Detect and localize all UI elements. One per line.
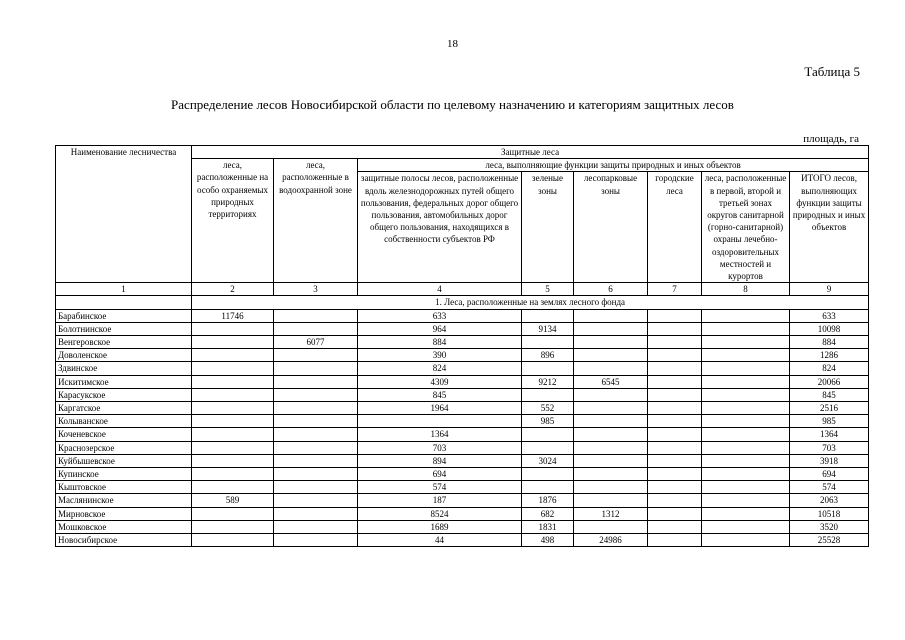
value-cell-c2: 11746	[192, 309, 274, 322]
forestry-name-cell: Колыванское	[56, 415, 192, 428]
value-cell-c7	[648, 388, 702, 401]
value-cell-c5	[522, 362, 574, 375]
value-cell-c6	[574, 336, 648, 349]
value-cell-c6	[574, 362, 648, 375]
value-cell-c7	[648, 362, 702, 375]
column-number: 4	[358, 283, 522, 296]
value-cell-c3	[274, 322, 358, 335]
value-cell-c6	[574, 481, 648, 494]
value-cell-c2	[192, 454, 274, 467]
forest-distribution-table	[55, 145, 869, 547]
value-cell-c3	[274, 481, 358, 494]
value-cell-c6	[574, 441, 648, 454]
value-cell-c7	[648, 507, 702, 520]
value-cell-c4: 1364	[358, 428, 522, 441]
column-number: 6	[574, 283, 648, 296]
value-cell-c7	[648, 481, 702, 494]
value-cell-c4: 703	[358, 441, 522, 454]
table-row	[56, 441, 869, 454]
value-cell-c5: 3024	[522, 454, 574, 467]
value-cell-c9: 25528	[790, 534, 869, 547]
forestry-name-cell: Каргатское	[56, 402, 192, 415]
value-cell-c7	[648, 454, 702, 467]
table-row	[56, 520, 869, 533]
value-cell-c7	[648, 402, 702, 415]
value-cell-c4: 964	[358, 322, 522, 335]
value-cell-c3	[274, 402, 358, 415]
header-col7: городские леса	[648, 172, 702, 283]
forestry-name-cell: Мошковское	[56, 520, 192, 533]
value-cell-c8	[702, 362, 790, 375]
value-cell-c7	[648, 349, 702, 362]
value-cell-c2	[192, 375, 274, 388]
value-cell-c6: 1312	[574, 507, 648, 520]
table-row	[56, 388, 869, 401]
value-cell-c4: 884	[358, 336, 522, 349]
column-number: 8	[702, 283, 790, 296]
value-cell-c9: 20066	[790, 375, 869, 388]
value-cell-c8	[702, 388, 790, 401]
value-cell-c5: 1876	[522, 494, 574, 507]
value-cell-c4: 8524	[358, 507, 522, 520]
value-cell-c5: 552	[522, 402, 574, 415]
value-cell-c2: 589	[192, 494, 274, 507]
value-cell-c4	[358, 415, 522, 428]
column-numbers-row	[56, 283, 869, 296]
table-row	[56, 534, 869, 547]
value-cell-c5	[522, 428, 574, 441]
forestry-name-cell: Искитимское	[56, 375, 192, 388]
value-cell-c4: 694	[358, 468, 522, 481]
value-cell-c7	[648, 441, 702, 454]
value-cell-c6	[574, 428, 648, 441]
table-row	[56, 468, 869, 481]
table-row	[56, 481, 869, 494]
value-cell-c9: 985	[790, 415, 869, 428]
value-cell-c6	[574, 322, 648, 335]
forestry-name-cell: Маслянинское	[56, 494, 192, 507]
value-cell-c9: 2516	[790, 402, 869, 415]
table-label: Таблица 5	[804, 64, 860, 79]
value-cell-c8	[702, 494, 790, 507]
value-cell-c8	[702, 507, 790, 520]
table-row	[56, 336, 869, 349]
value-cell-c2	[192, 336, 274, 349]
value-cell-c4: 1689	[358, 520, 522, 533]
value-cell-c5: 9134	[522, 322, 574, 335]
forestry-name-cell: Краснозерское	[56, 441, 192, 454]
column-number: 7	[648, 283, 702, 296]
value-cell-c5	[522, 309, 574, 322]
value-cell-c9: 845	[790, 388, 869, 401]
value-cell-c8	[702, 454, 790, 467]
value-cell-c9: 10518	[790, 507, 869, 520]
value-cell-c8	[702, 402, 790, 415]
forestry-name-cell: Доволенское	[56, 349, 192, 362]
column-number: 3	[274, 283, 358, 296]
value-cell-c3	[274, 520, 358, 533]
value-cell-c3	[274, 468, 358, 481]
value-cell-c3	[274, 494, 358, 507]
value-cell-c3: 6077	[274, 336, 358, 349]
value-cell-c9: 694	[790, 468, 869, 481]
value-cell-c3	[274, 428, 358, 441]
value-cell-c9: 10098	[790, 322, 869, 335]
table-row	[56, 362, 869, 375]
value-cell-c8	[702, 415, 790, 428]
value-cell-c8	[702, 441, 790, 454]
value-cell-c9: 3918	[790, 454, 869, 467]
value-cell-c9: 633	[790, 309, 869, 322]
header-protective: Защитные леса	[192, 146, 869, 159]
header-functions: леса, выполняющие функции защиты природных и иных объектов	[358, 159, 869, 172]
header-name: Наименование лесничества	[56, 146, 192, 283]
value-cell-c5: 9212	[522, 375, 574, 388]
value-cell-c5: 896	[522, 349, 574, 362]
value-cell-c3	[274, 362, 358, 375]
value-cell-c2	[192, 468, 274, 481]
value-cell-c6	[574, 468, 648, 481]
value-cell-c4: 187	[358, 494, 522, 507]
forestry-name-cell: Мирновское	[56, 507, 192, 520]
value-cell-c2	[192, 402, 274, 415]
value-cell-c6: 24986	[574, 534, 648, 547]
value-cell-c2	[192, 507, 274, 520]
forestry-name-cell: Купинское	[56, 468, 192, 481]
value-cell-c7	[648, 534, 702, 547]
value-cell-c2	[192, 441, 274, 454]
value-cell-c3	[274, 349, 358, 362]
value-cell-c7	[648, 494, 702, 507]
value-cell-c7	[648, 520, 702, 533]
value-cell-c6	[574, 349, 648, 362]
value-cell-c2	[192, 349, 274, 362]
value-cell-c9: 3520	[790, 520, 869, 533]
value-cell-c7	[648, 322, 702, 335]
value-cell-c6	[574, 520, 648, 533]
value-cell-c3	[274, 507, 358, 520]
table-row	[56, 454, 869, 467]
value-cell-c4: 824	[358, 362, 522, 375]
value-cell-c6	[574, 309, 648, 322]
header-col4: защитные полосы лесов, расположенные вдоль железнодорожных путей общего пользования, федеральных дорог общего пользования, автомобильных дорог общего пользования, находящихся в собственности субъектов РФ	[358, 172, 522, 283]
value-cell-c8	[702, 428, 790, 441]
value-cell-c3	[274, 441, 358, 454]
value-cell-c9: 1364	[790, 428, 869, 441]
value-cell-c2	[192, 428, 274, 441]
value-cell-c2	[192, 322, 274, 335]
value-cell-c8	[702, 520, 790, 533]
value-cell-c4: 633	[358, 309, 522, 322]
table-row	[56, 494, 869, 507]
value-cell-c4: 1964	[358, 402, 522, 415]
column-number: 2	[192, 283, 274, 296]
column-number: 5	[522, 283, 574, 296]
table-row	[56, 322, 869, 335]
value-cell-c5	[522, 468, 574, 481]
value-cell-c4: 574	[358, 481, 522, 494]
value-cell-c7	[648, 428, 702, 441]
value-cell-c3	[274, 534, 358, 547]
value-cell-c9: 884	[790, 336, 869, 349]
value-cell-c3	[274, 454, 358, 467]
value-cell-c9: 574	[790, 481, 869, 494]
value-cell-c5: 498	[522, 534, 574, 547]
value-cell-c7	[648, 309, 702, 322]
forestry-name-cell: Новосибирское	[56, 534, 192, 547]
value-cell-c7	[648, 336, 702, 349]
value-cell-c9: 824	[790, 362, 869, 375]
value-cell-c8	[702, 336, 790, 349]
value-cell-c4: 390	[358, 349, 522, 362]
forestry-name-cell: Здвинское	[56, 362, 192, 375]
table-body	[56, 296, 869, 547]
forestry-name-cell: Барабинское	[56, 309, 192, 322]
value-cell-c5: 1831	[522, 520, 574, 533]
header-col8: леса, расположенные в первой, второй и третьей зонах округов санитарной (горно-санитарной) охраны лечебно-оздоровительных местностей и курортов	[702, 172, 790, 283]
section-row	[56, 296, 869, 309]
units-label: площадь, га	[803, 133, 859, 145]
value-cell-c5: 985	[522, 415, 574, 428]
value-cell-c4: 845	[358, 388, 522, 401]
value-cell-c3	[274, 309, 358, 322]
value-cell-c9: 703	[790, 441, 869, 454]
forestry-name-cell: Коченевское	[56, 428, 192, 441]
value-cell-c2	[192, 534, 274, 547]
forestry-name-cell: Кыштовское	[56, 481, 192, 494]
forestry-name-cell: Венгеровское	[56, 336, 192, 349]
value-cell-c8	[702, 309, 790, 322]
value-cell-c6	[574, 494, 648, 507]
table-row	[56, 309, 869, 322]
value-cell-c9: 1286	[790, 349, 869, 362]
forestry-name-cell: Болотнинское	[56, 322, 192, 335]
value-cell-c5: 682	[522, 507, 574, 520]
table-row	[56, 428, 869, 441]
value-cell-c3	[274, 415, 358, 428]
forestry-name-cell: Куйбышевское	[56, 454, 192, 467]
value-cell-c5	[522, 481, 574, 494]
header-col3: леса, расположенные в водоохранной зоне	[274, 159, 358, 283]
value-cell-c2	[192, 362, 274, 375]
value-cell-c2	[192, 415, 274, 428]
value-cell-c8	[702, 534, 790, 547]
table-row	[56, 402, 869, 415]
value-cell-c5	[522, 388, 574, 401]
value-cell-c6: 6545	[574, 375, 648, 388]
table-row	[56, 507, 869, 520]
forestry-name-cell: Карасукское	[56, 388, 192, 401]
value-cell-c6	[574, 388, 648, 401]
header-col6: лесопарковые зоны	[574, 172, 648, 283]
value-cell-c8	[702, 481, 790, 494]
header-col9: ИТОГО лесов, выполняющих функции защиты природных и иных объектов	[790, 172, 869, 283]
value-cell-c7	[648, 468, 702, 481]
value-cell-c8	[702, 468, 790, 481]
value-cell-c7	[648, 415, 702, 428]
header-col5: зеленые зоны	[522, 172, 574, 283]
value-cell-c6	[574, 454, 648, 467]
header-col2: леса, расположенные на особо охраняемых природных территориях	[192, 159, 274, 283]
page-number: 18	[447, 38, 458, 50]
value-cell-c5	[522, 441, 574, 454]
column-number: 1	[56, 283, 192, 296]
value-cell-c4: 894	[358, 454, 522, 467]
value-cell-c9: 2063	[790, 494, 869, 507]
column-number: 9	[790, 283, 869, 296]
value-cell-c4: 44	[358, 534, 522, 547]
table-row	[56, 349, 869, 362]
table-row	[56, 375, 869, 388]
value-cell-c6	[574, 415, 648, 428]
value-cell-c5	[522, 336, 574, 349]
document-title: Распределение лесов Новосибирской области по целевому назначению и категориям защитных лесов	[171, 97, 734, 112]
value-cell-c2	[192, 520, 274, 533]
value-cell-c7	[648, 375, 702, 388]
value-cell-c8	[702, 375, 790, 388]
value-cell-c3	[274, 375, 358, 388]
section-title: 1. Леса, расположенные на землях лесного фонда	[192, 296, 869, 309]
value-cell-c8	[702, 349, 790, 362]
value-cell-c8	[702, 322, 790, 335]
value-cell-c2	[192, 388, 274, 401]
table-row	[56, 415, 869, 428]
value-cell-c6	[574, 402, 648, 415]
value-cell-c3	[274, 388, 358, 401]
value-cell-c2	[192, 481, 274, 494]
value-cell-c4: 4309	[358, 375, 522, 388]
